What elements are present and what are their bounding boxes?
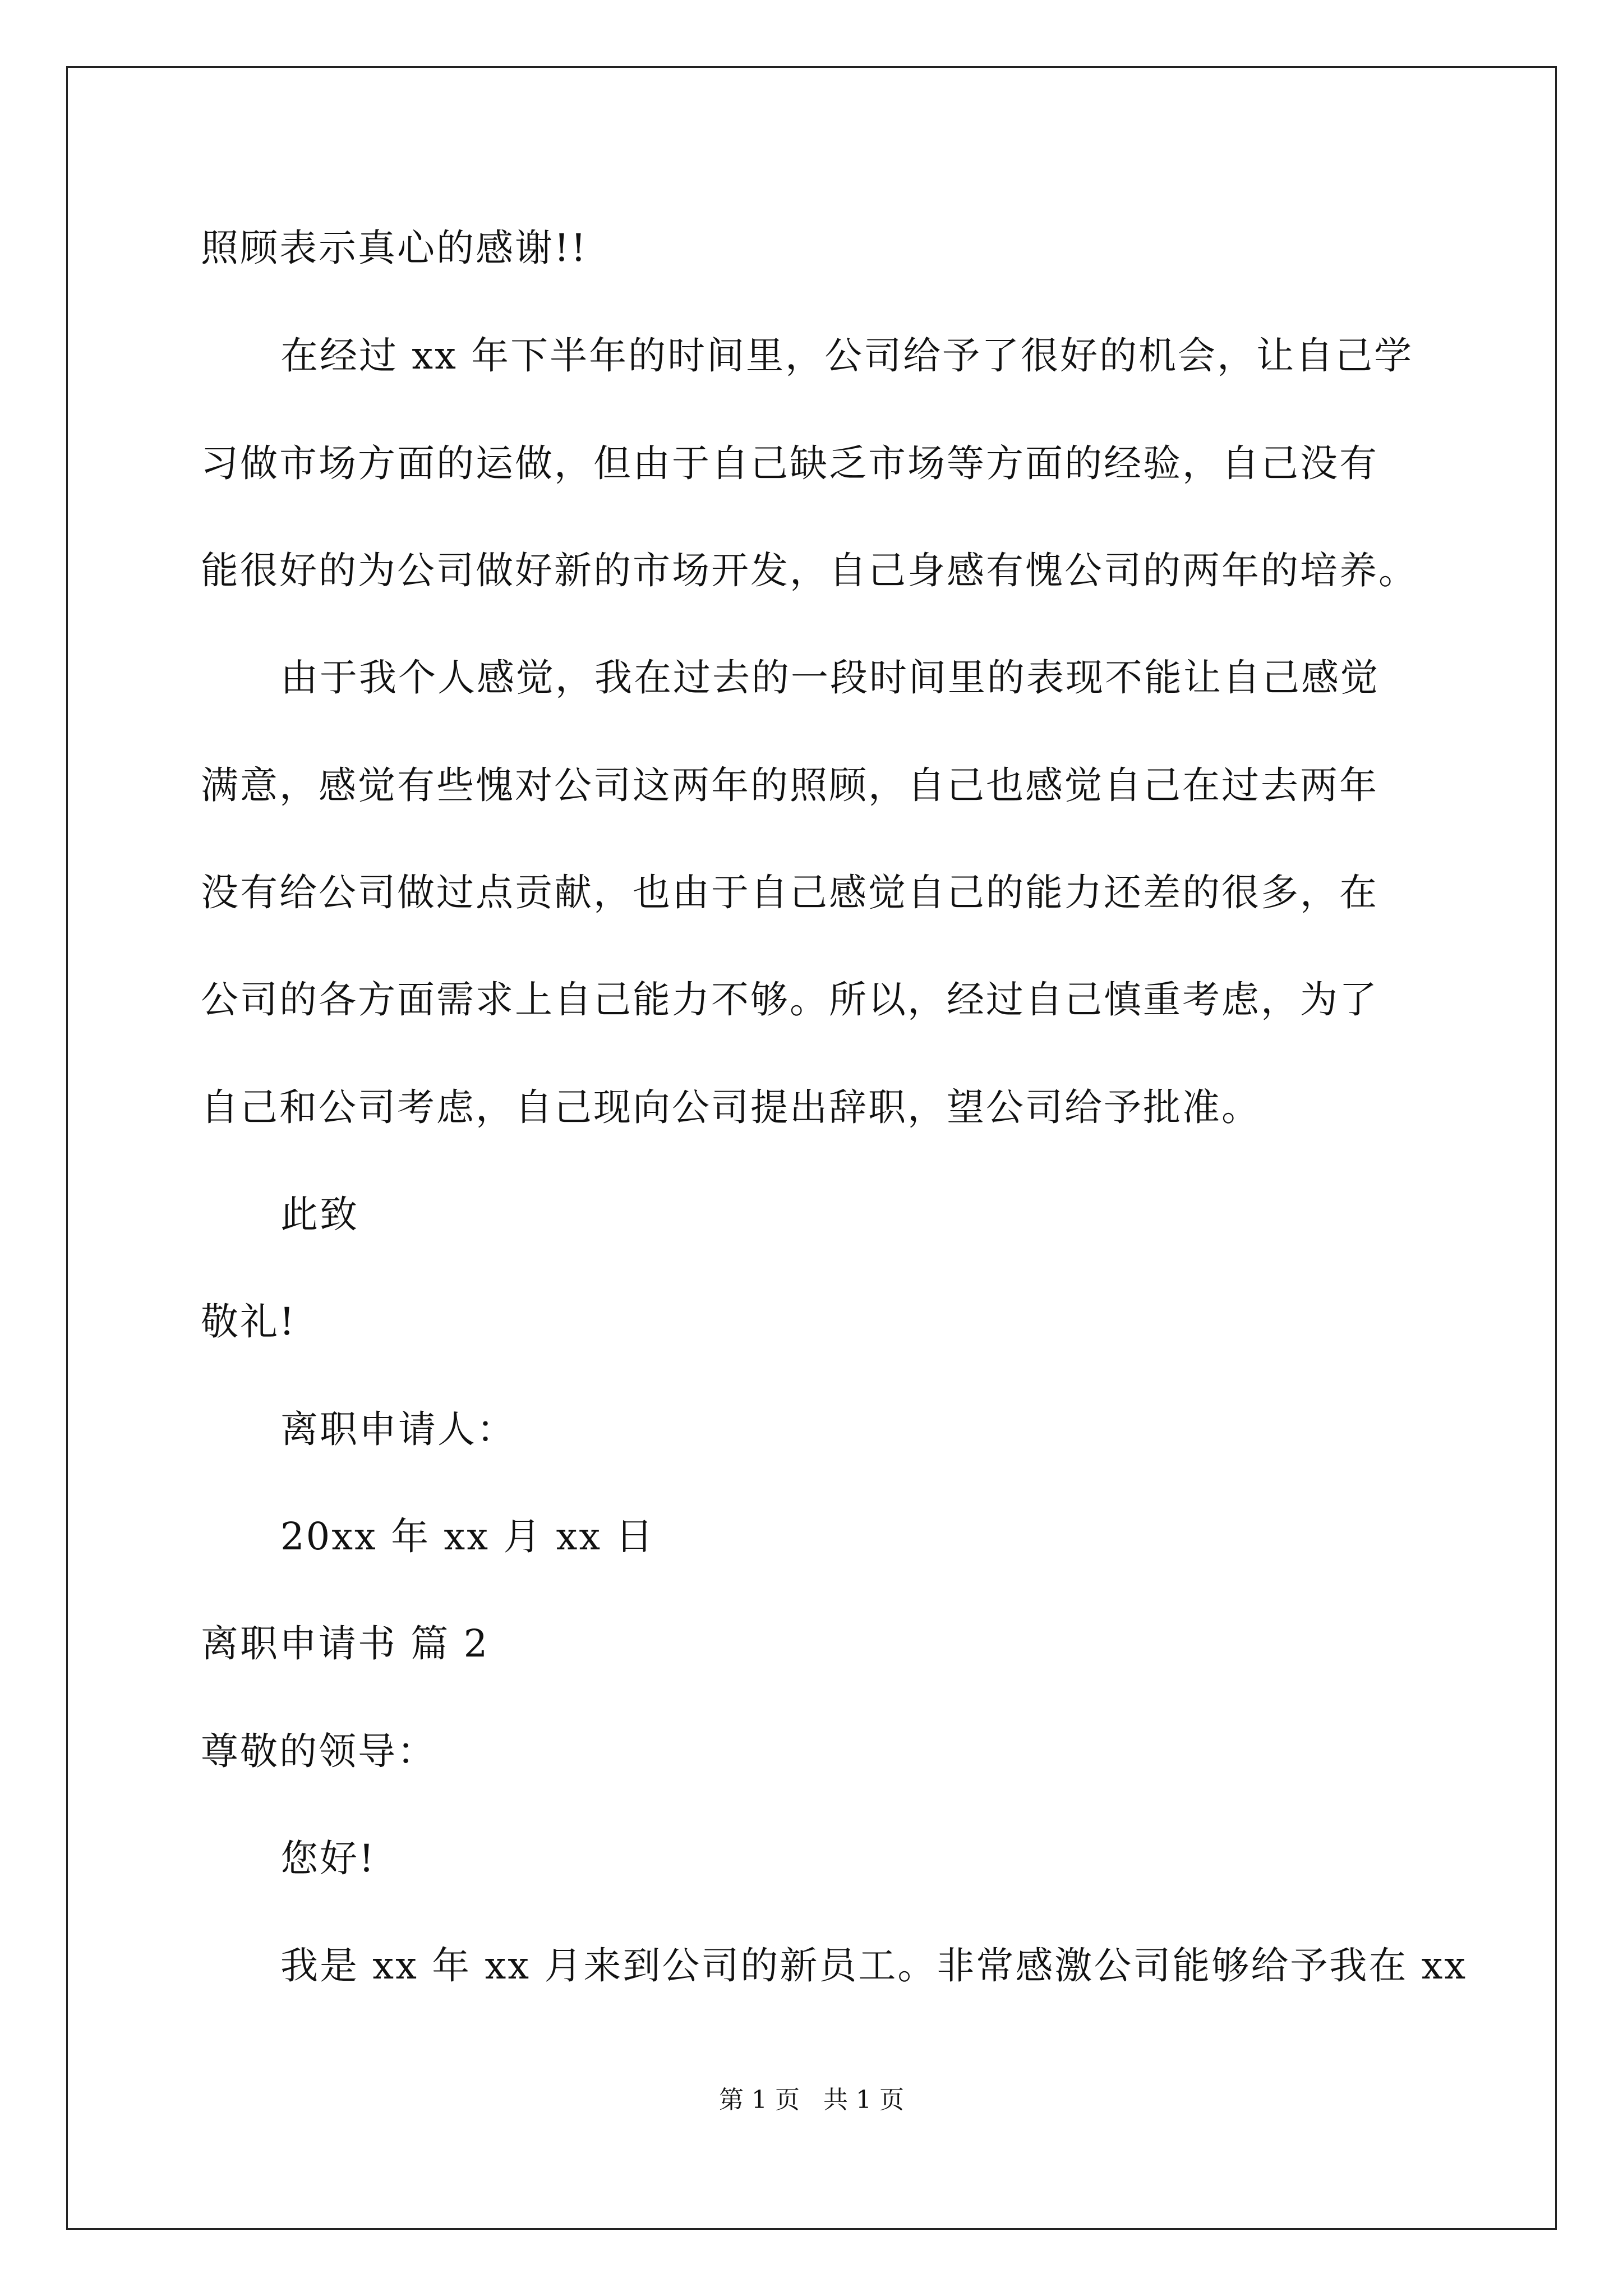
greeting-recipient: 尊敬的领导： [201,1729,436,1773]
page-number-footer: 第 1 页 共 1 页 [719,2086,904,2114]
applicant-label: 离职申请人： [280,1407,516,1451]
text-line-2: 在经过 xx 年下半年的时间里，公司给予了很好的机会，让自己学 [280,334,1414,378]
section-heading: 离职申请书 篇 2 [201,1622,490,1665]
text-line-7: 没有给公司做过点贡献，也由于自己感觉自己的能力还差的很多，在 [201,871,1378,914]
page-border [66,66,1557,2230]
text-line-4: 能很好的为公司做好新的市场开发，自己身感有愧公司的两年的培养。 [201,549,1418,592]
text-line-6: 满意，感觉有些愧对公司这两年的照顾，自己也感觉自己在过去两年 [201,763,1378,807]
date-line: 20xx 年 xx 月 xx 日 [280,1515,655,1558]
text-line-5: 由于我个人感觉，我在过去的一段时间里的表现不能让自己感觉 [280,656,1380,700]
closing-salutation: 此致 [280,1193,359,1236]
regards: 敬礼! [201,1300,296,1343]
text-line-8: 公司的各方面需求上自己能力不够。所以，经过自己慎重考虑，为了 [201,978,1378,1022]
greeting-hello: 您好! [280,1837,376,1880]
text-line-1: 照顾表示真心的感谢!! [201,226,588,270]
text-line-9: 自己和公司考虑，自己现向公司提出辞职，望公司给予批准。 [201,1085,1261,1129]
text-line-17: 我是 xx 年 xx 月来到公司的新员工。非常感激公司能够给予我在 xx [280,1944,1468,1987]
text-line-3: 习做市场方面的运做，但由于自己缺乏市场等方面的经验，自己没有 [201,441,1378,485]
